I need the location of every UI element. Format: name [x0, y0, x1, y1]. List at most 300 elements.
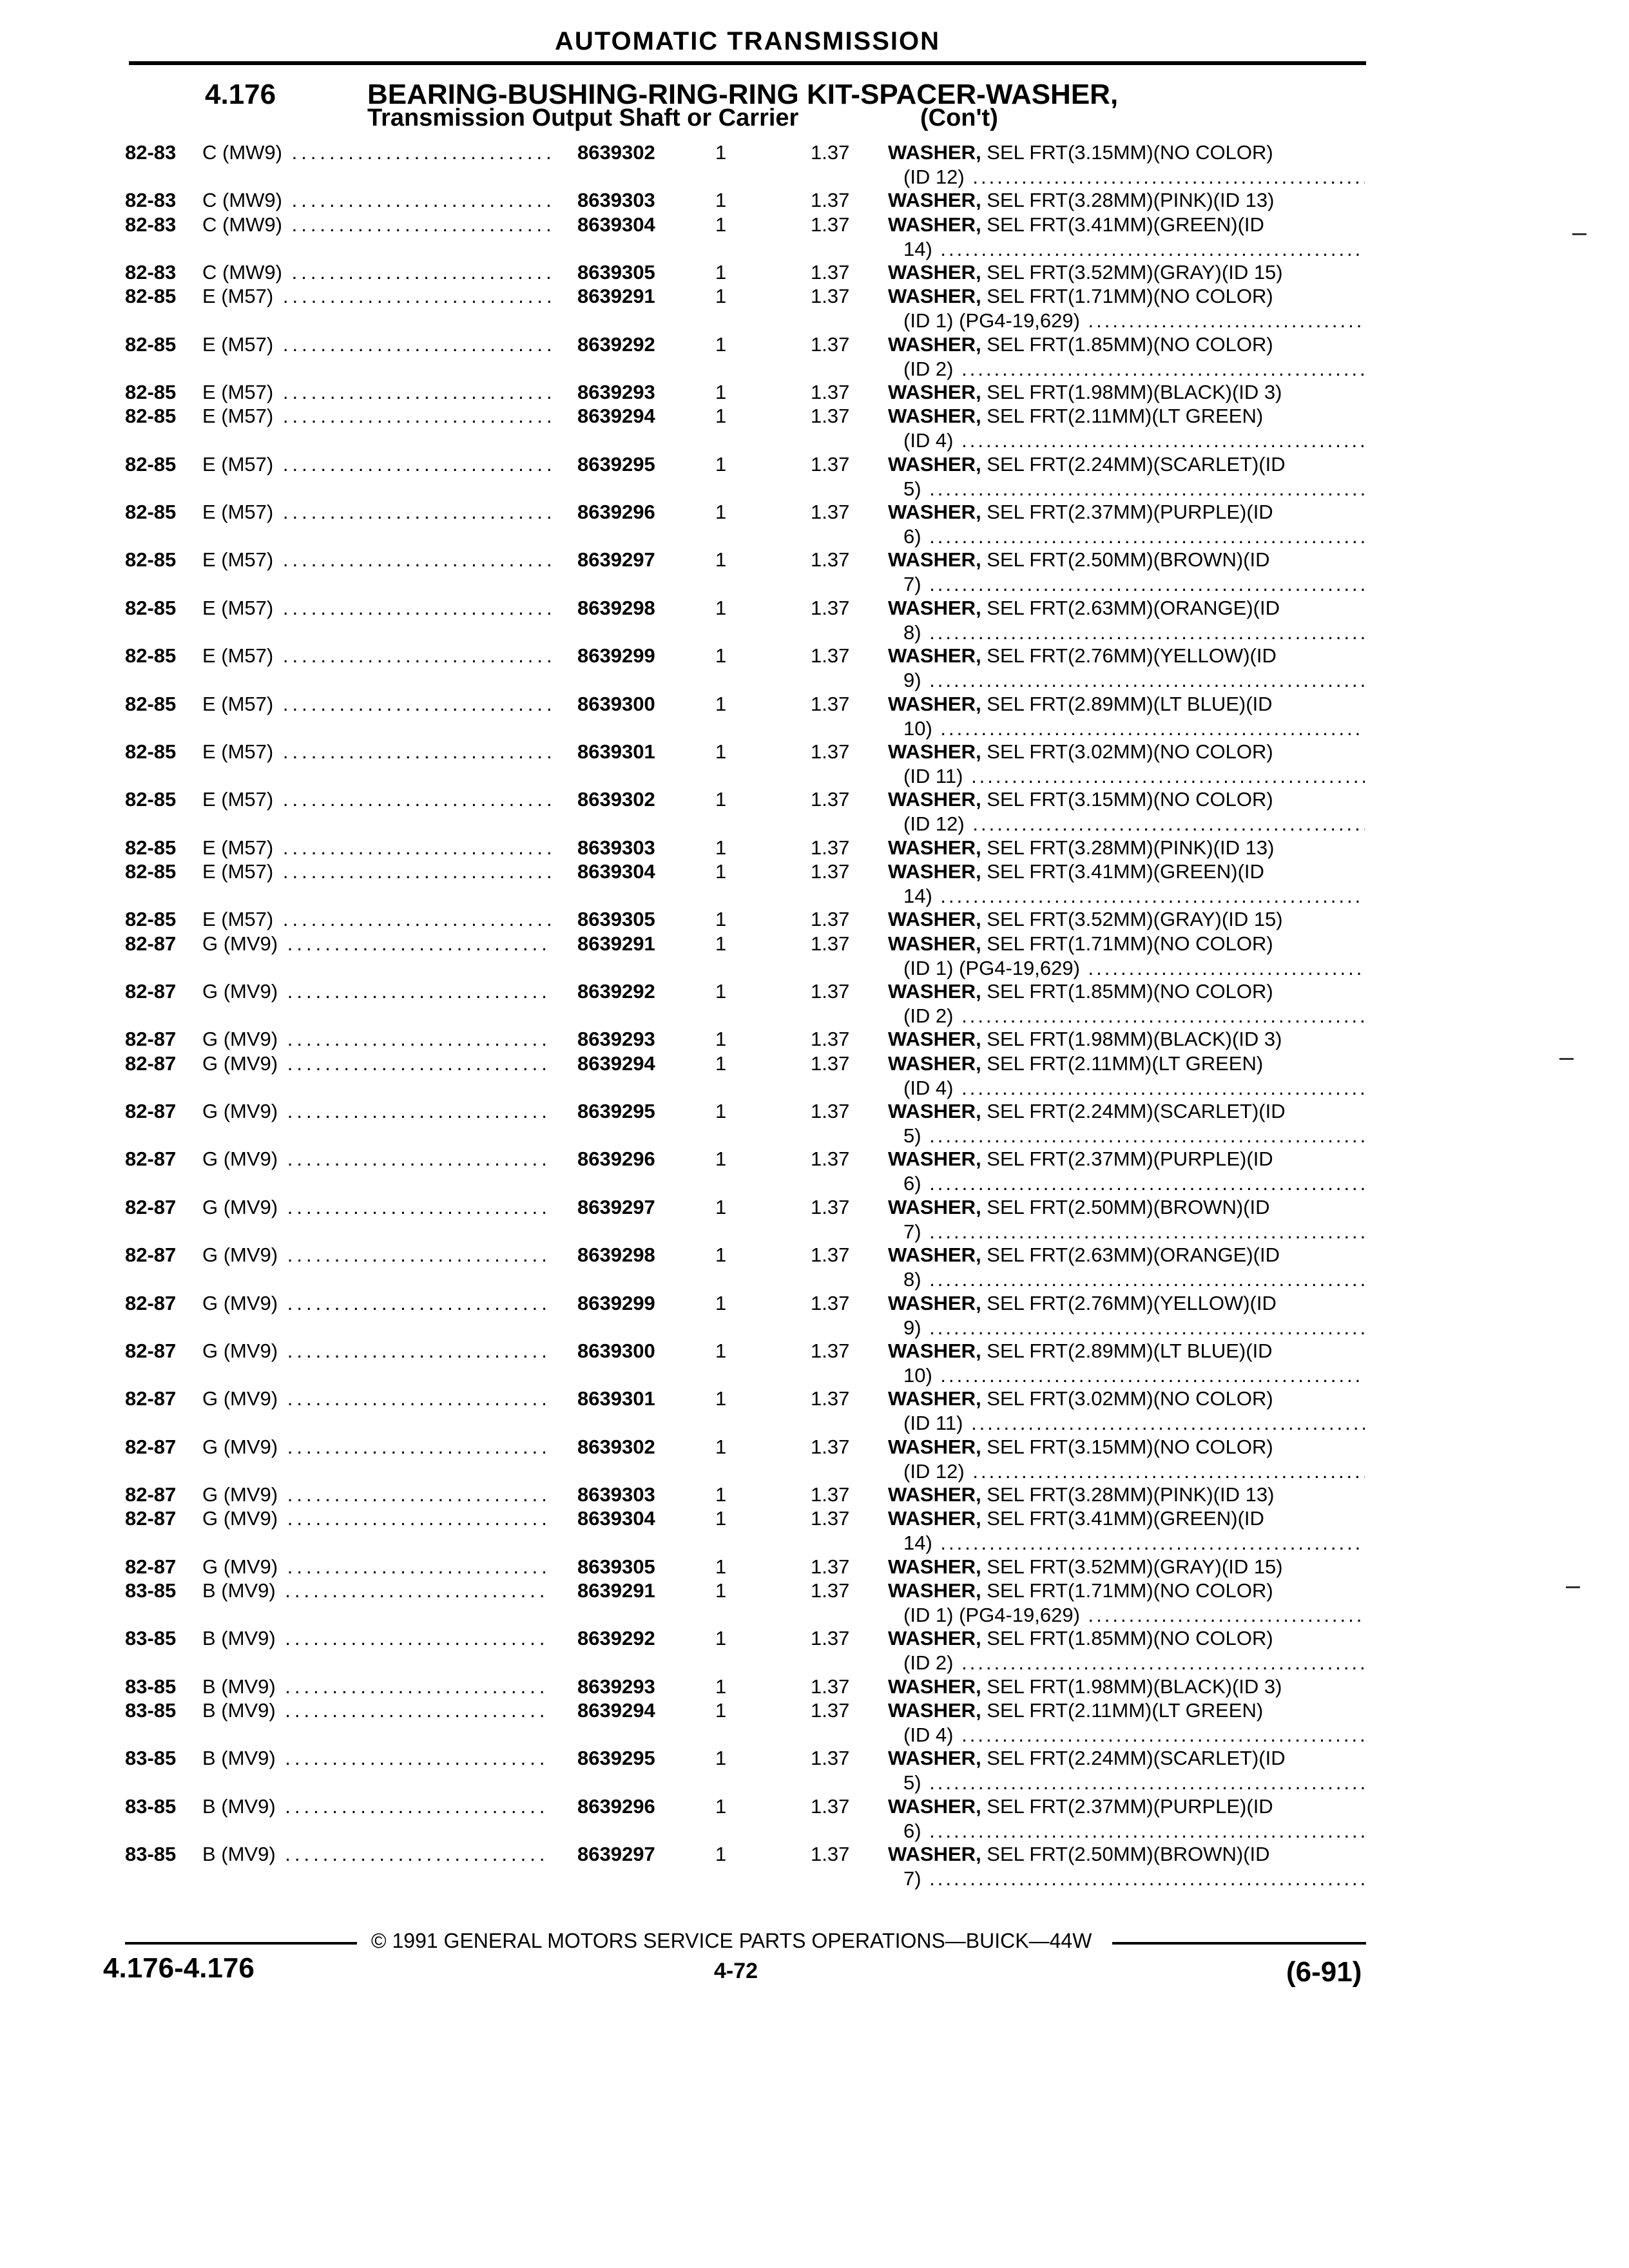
- body-model: [202, 932, 550, 956]
- quantity: 1: [715, 333, 727, 356]
- price: 1.37: [811, 836, 850, 859]
- description-noun: WASHER,: [888, 261, 981, 284]
- part-number: 8639294: [577, 1052, 655, 1075]
- model-code: G (MV9): [202, 1555, 278, 1578]
- leader-dots: [273, 405, 550, 427]
- price: 1.37: [811, 1843, 850, 1865]
- quantity: 1: [715, 1555, 727, 1578]
- model-year: 82-85: [125, 381, 177, 403]
- description-detail: SEL FRT(1.71MM)(NO COLOR): [981, 932, 1273, 955]
- leader-dots: [276, 1843, 550, 1865]
- quantity: 1: [715, 1747, 727, 1769]
- leader-dots: [273, 453, 550, 476]
- section-heading: BEARING-BUSHING-RING-RING KIT-SPACER-WASHER,: [367, 79, 1119, 110]
- description-detail: SEL FRT(1.85MM)(NO COLOR): [981, 333, 1273, 356]
- description: [888, 644, 1365, 693]
- leader-dots: [932, 717, 1365, 740]
- leader-dots: [963, 765, 1365, 787]
- price: 1.37: [811, 1507, 850, 1530]
- model-code: E (M57): [202, 644, 274, 667]
- price: 1.37: [811, 1340, 850, 1362]
- description: [888, 213, 1365, 262]
- description-detail: SEL FRT(3.02MM)(NO COLOR): [981, 1387, 1273, 1410]
- price: 1.37: [811, 1387, 850, 1410]
- part-number: 8639303: [577, 189, 655, 211]
- model-code: G (MV9): [202, 1100, 278, 1122]
- continued-label: (Con't): [920, 104, 998, 131]
- part-number: 8639293: [577, 1028, 655, 1050]
- part-number: 8639305: [577, 1555, 655, 1578]
- leader-dots: [921, 477, 1365, 500]
- model-year: 82-83: [125, 189, 177, 211]
- model-year: 82-87: [125, 1196, 177, 1218]
- body-model: [202, 1794, 550, 1819]
- description-noun: WASHER,: [888, 1699, 981, 1722]
- description-noun: WASHER,: [888, 1387, 981, 1410]
- quantity: 1: [715, 1579, 727, 1602]
- margin-tick: [1572, 233, 1586, 235]
- table-row: [0, 1579, 1629, 1626]
- price: 1.37: [811, 1747, 850, 1769]
- description-continuation: 7): [903, 573, 921, 595]
- quantity: 1: [715, 1843, 727, 1865]
- model-year: 82-83: [125, 213, 177, 236]
- description-continuation: 5): [903, 1771, 921, 1794]
- table-row: [0, 740, 1629, 787]
- part-number: 8639295: [577, 453, 655, 476]
- body-model: [202, 404, 550, 428]
- model-year: 82-87: [125, 1387, 177, 1410]
- model-code: G (MV9): [202, 1196, 278, 1218]
- leader-dots: [921, 1316, 1365, 1339]
- description-detail: SEL FRT(3.28MM)(PINK)(ID 13): [981, 836, 1275, 859]
- description-detail: SEL FRT(2.24MM)(SCARLET)(ID: [981, 453, 1286, 476]
- quantity: 1: [715, 189, 727, 211]
- model-code: G (MV9): [202, 1340, 278, 1362]
- description-continuation: 8): [903, 1268, 921, 1291]
- description: [888, 1027, 1365, 1052]
- quantity: 1: [715, 836, 727, 859]
- page-title: AUTOMATIC TRANSMISSION: [554, 27, 941, 55]
- table-row: [0, 1147, 1629, 1195]
- leader-dots: [921, 573, 1365, 595]
- quantity: 1: [715, 980, 727, 1003]
- table-row: [0, 548, 1629, 595]
- description: [888, 1387, 1365, 1436]
- quantity: 1: [715, 1436, 727, 1458]
- footer-copyright: © 1991 GENERAL MOTORS SERVICE PARTS OPERATIONS—BUICK—44W: [371, 1929, 1092, 1952]
- part-number: 8639298: [577, 597, 655, 619]
- description: [888, 1555, 1365, 1579]
- price: 1.37: [811, 1579, 850, 1602]
- leader-dots: [921, 1268, 1365, 1291]
- description-continuation: 5): [903, 477, 921, 500]
- description: [888, 1698, 1365, 1747]
- part-number: 8639303: [577, 1483, 655, 1506]
- quantity: 1: [715, 548, 727, 571]
- model-code: E (M57): [202, 333, 274, 356]
- quantity: 1: [715, 1675, 727, 1698]
- table-row: [0, 1195, 1629, 1243]
- description-detail: SEL FRT(3.52MM)(GRAY)(ID 15): [981, 908, 1283, 930]
- part-number: 8639294: [577, 405, 655, 427]
- model-code: E (M57): [202, 693, 274, 715]
- description-continuation: 5): [903, 1124, 921, 1147]
- price: 1.37: [811, 1627, 850, 1649]
- table-row: [0, 1052, 1629, 1099]
- leader-dots: [276, 1627, 550, 1649]
- model-code: B (MV9): [202, 1675, 276, 1698]
- description-continuation: (ID 1) (PG4-19,629): [903, 1604, 1080, 1626]
- body-model: [202, 596, 550, 620]
- description: [888, 1579, 1365, 1628]
- leader-dots: [1080, 957, 1365, 979]
- description-noun: WASHER,: [888, 381, 981, 403]
- model-year: 82-85: [125, 597, 177, 619]
- body-model: [202, 1052, 550, 1076]
- description-noun: WASHER,: [888, 644, 981, 667]
- description-detail: SEL FRT(2.63MM)(ORANGE)(ID: [981, 1244, 1280, 1266]
- leader-dots: [278, 1292, 550, 1314]
- table-row: [0, 284, 1629, 332]
- model-year: 82-85: [125, 693, 177, 715]
- model-code: B (MV9): [202, 1747, 276, 1769]
- model-year: 82-87: [125, 980, 177, 1003]
- part-number: 8639305: [577, 261, 655, 284]
- description-noun: WASHER,: [888, 980, 981, 1003]
- body-model: [202, 787, 550, 812]
- description-detail: SEL FRT(3.15MM)(NO COLOR): [981, 141, 1273, 164]
- leader-dots: [954, 1077, 1365, 1099]
- description-detail: SEL FRT(1.71MM)(NO COLOR): [981, 1579, 1273, 1602]
- body-model: [202, 1243, 550, 1267]
- part-number: 8639302: [577, 141, 655, 164]
- leader-dots: [273, 548, 550, 571]
- description: [888, 1746, 1365, 1795]
- leader-dots: [273, 860, 550, 883]
- description-noun: WASHER,: [888, 501, 981, 523]
- description: [888, 140, 1365, 189]
- body-model: [202, 1435, 550, 1459]
- description: [888, 692, 1365, 741]
- leader-dots: [1080, 1604, 1365, 1626]
- model-code: C (MW9): [202, 213, 282, 236]
- description-noun: WASHER,: [888, 1579, 981, 1602]
- part-number: 8639292: [577, 980, 655, 1003]
- model-year: 82-87: [125, 1483, 177, 1506]
- description: [888, 1291, 1365, 1340]
- description-noun: WASHER,: [888, 1747, 981, 1769]
- leader-dots: [278, 1387, 550, 1410]
- body-model: [202, 140, 550, 165]
- description-detail: SEL FRT(3.28MM)(PINK)(ID 13): [981, 189, 1275, 211]
- leader-dots: [278, 1148, 550, 1170]
- price: 1.37: [811, 1292, 850, 1314]
- description: [888, 1842, 1365, 1891]
- description-noun: WASHER,: [888, 1148, 981, 1170]
- description-detail: SEL FRT(2.37MM)(PURPLE)(ID: [981, 501, 1273, 523]
- part-number: 8639297: [577, 1196, 655, 1218]
- table-row: [0, 1506, 1629, 1554]
- body-model: [202, 1339, 550, 1363]
- price: 1.37: [811, 980, 850, 1003]
- quantity: 1: [715, 693, 727, 715]
- quantity: 1: [715, 1340, 727, 1362]
- description-detail: SEL FRT(2.76MM)(YELLOW)(ID: [981, 1292, 1277, 1314]
- quantity: 1: [715, 1627, 727, 1649]
- description-detail: SEL FRT(3.52MM)(GRAY)(ID 15): [981, 261, 1283, 284]
- price: 1.37: [811, 1244, 850, 1266]
- model-year: 82-85: [125, 836, 177, 859]
- model-year: 82-87: [125, 1555, 177, 1578]
- body-model: [202, 836, 550, 860]
- leader-dots: [273, 644, 550, 667]
- model-code: G (MV9): [202, 1483, 278, 1506]
- model-year: 82-87: [125, 1340, 177, 1362]
- model-year: 82-85: [125, 453, 177, 476]
- quantity: 1: [715, 453, 727, 476]
- part-number: 8639304: [577, 1507, 655, 1530]
- body-model: [202, 1506, 550, 1531]
- model-code: C (MW9): [202, 141, 282, 164]
- description: [888, 188, 1365, 213]
- price: 1.37: [811, 548, 850, 571]
- description-continuation: 7): [903, 1220, 921, 1243]
- quantity: 1: [715, 1244, 727, 1266]
- description-continuation: 8): [903, 621, 921, 644]
- quantity: 1: [715, 788, 727, 811]
- leader-dots: [278, 1507, 550, 1530]
- leader-dots: [965, 166, 1365, 188]
- quantity: 1: [715, 597, 727, 619]
- description-noun: WASHER,: [888, 405, 981, 427]
- description-continuation: (ID 12): [903, 812, 965, 835]
- price: 1.37: [811, 501, 850, 523]
- table-row: [0, 1291, 1629, 1339]
- model-code: E (M57): [202, 501, 274, 523]
- model-year: 82-85: [125, 908, 177, 930]
- description: [888, 1147, 1365, 1196]
- description: [888, 1339, 1365, 1388]
- description: [888, 596, 1365, 645]
- leader-dots: [273, 908, 550, 930]
- table-row: [0, 213, 1629, 260]
- model-code: G (MV9): [202, 1028, 278, 1050]
- model-code: G (MV9): [202, 1436, 278, 1458]
- model-year: 82-85: [125, 405, 177, 427]
- description-continuation: 9): [903, 1316, 921, 1339]
- body-model: [202, 188, 550, 213]
- table-row: [0, 332, 1629, 380]
- part-number: 8639303: [577, 836, 655, 859]
- description-continuation: (ID 2): [903, 1004, 954, 1027]
- description-detail: SEL FRT(1.98MM)(BLACK)(ID 3): [981, 381, 1282, 403]
- model-code: B (MV9): [202, 1627, 276, 1649]
- leader-dots: [965, 1460, 1365, 1483]
- leader-dots: [278, 1100, 550, 1122]
- description: [888, 1052, 1365, 1100]
- description: [888, 1626, 1365, 1675]
- leader-dots: [273, 740, 550, 763]
- description-continuation: (ID 4): [903, 429, 954, 452]
- leader-dots: [276, 1699, 550, 1722]
- model-code: G (MV9): [202, 1244, 278, 1266]
- table-row: [0, 979, 1629, 1027]
- model-code: B (MV9): [202, 1579, 276, 1602]
- section-number: 4.176: [205, 79, 276, 110]
- table-row: [0, 644, 1629, 691]
- footer-section-range: 4.176-4.176: [103, 1952, 255, 1984]
- table-row: [0, 860, 1629, 907]
- leader-dots: [278, 932, 550, 955]
- description-detail: SEL FRT(2.11MM)(LT GREEN): [981, 405, 1264, 427]
- description-noun: WASHER,: [888, 1436, 981, 1458]
- table-row: [0, 1746, 1629, 1794]
- description: [888, 1195, 1365, 1244]
- description-detail: SEL FRT(2.89MM)(LT BLUE)(ID: [981, 693, 1273, 715]
- description-noun: WASHER,: [888, 1244, 981, 1266]
- body-model: [202, 380, 550, 405]
- description-continuation: (ID 2): [903, 1651, 954, 1674]
- price: 1.37: [811, 453, 850, 476]
- part-number: 8639300: [577, 693, 655, 715]
- quantity: 1: [715, 1292, 727, 1314]
- description-detail: SEL FRT(3.41MM)(GREEN)(ID: [981, 1507, 1264, 1530]
- description: [888, 404, 1365, 453]
- model-year: 83-85: [125, 1675, 177, 1698]
- leader-dots: [278, 1483, 550, 1506]
- section-subheading: Transmission Output Shaft or Carrier: [367, 104, 799, 131]
- description-continuation: 14): [903, 238, 932, 260]
- description-noun: WASHER,: [888, 141, 981, 164]
- description-noun: WASHER,: [888, 1507, 981, 1530]
- model-year: 83-85: [125, 1627, 177, 1649]
- description: [888, 907, 1365, 932]
- price: 1.37: [811, 740, 850, 763]
- leader-dots: [273, 333, 550, 356]
- model-code: G (MV9): [202, 1387, 278, 1410]
- table-row: [0, 932, 1629, 979]
- quantity: 1: [715, 908, 727, 930]
- leader-dots: [278, 1244, 550, 1266]
- table-row: [0, 1339, 1629, 1387]
- part-number: 8639302: [577, 788, 655, 811]
- description: [888, 284, 1365, 333]
- quantity: 1: [715, 1028, 727, 1050]
- description-continuation: (ID 12): [903, 1460, 965, 1483]
- model-year: 83-85: [125, 1795, 177, 1818]
- body-model: [202, 1698, 550, 1723]
- quantity: 1: [715, 141, 727, 164]
- description-continuation: 6): [903, 1172, 921, 1195]
- description-detail: SEL FRT(2.63MM)(ORANGE)(ID: [981, 597, 1280, 619]
- price: 1.37: [811, 1483, 850, 1506]
- description-detail: SEL FRT(3.02MM)(NO COLOR): [981, 740, 1273, 763]
- description: [888, 1675, 1365, 1699]
- model-code: E (M57): [202, 788, 274, 811]
- description: [888, 932, 1365, 981]
- price: 1.37: [811, 693, 850, 715]
- table-row: [0, 1435, 1629, 1483]
- leader-dots: [932, 238, 1365, 260]
- price: 1.37: [811, 261, 850, 284]
- description-noun: WASHER,: [888, 740, 981, 763]
- model-year: 82-87: [125, 1244, 177, 1266]
- model-year: 82-87: [125, 1052, 177, 1075]
- description-noun: WASHER,: [888, 836, 981, 859]
- body-model: [202, 1099, 550, 1124]
- part-number: 8639299: [577, 1292, 655, 1314]
- leader-dots: [932, 1364, 1365, 1387]
- leader-dots: [921, 1124, 1365, 1147]
- table-row: [0, 1626, 1629, 1674]
- description-noun: WASHER,: [888, 1483, 981, 1506]
- description-noun: WASHER,: [888, 1675, 981, 1698]
- leader-dots: [276, 1579, 550, 1602]
- description: [888, 1794, 1365, 1843]
- leader-dots: [932, 1532, 1365, 1554]
- leader-dots: [921, 1867, 1365, 1890]
- leader-dots: [954, 358, 1365, 380]
- price: 1.37: [811, 405, 850, 427]
- description-noun: WASHER,: [888, 1555, 981, 1578]
- price: 1.37: [811, 285, 850, 307]
- body-model: [202, 860, 550, 884]
- description-continuation: (ID 2): [903, 358, 954, 380]
- quantity: 1: [715, 213, 727, 236]
- model-year: 82-85: [125, 788, 177, 811]
- model-code: E (M57): [202, 860, 274, 883]
- description-noun: WASHER,: [888, 285, 981, 307]
- price: 1.37: [811, 1675, 850, 1698]
- body-model: [202, 213, 550, 237]
- model-year: 82-87: [125, 1148, 177, 1170]
- body-model: [202, 1555, 550, 1579]
- description-continuation: (ID 4): [903, 1077, 954, 1099]
- price: 1.37: [811, 1148, 850, 1170]
- part-number: 8639304: [577, 860, 655, 883]
- description-noun: WASHER,: [888, 548, 981, 571]
- part-number: 8639305: [577, 908, 655, 930]
- model-code: E (M57): [202, 548, 274, 571]
- leader-dots: [921, 1220, 1365, 1243]
- description-noun: WASHER,: [888, 1627, 981, 1649]
- description-detail: SEL FRT(1.71MM)(NO COLOR): [981, 285, 1273, 307]
- model-year: 82-83: [125, 141, 177, 164]
- quantity: 1: [715, 1148, 727, 1170]
- model-year: 82-85: [125, 644, 177, 667]
- body-model: [202, 452, 550, 477]
- description-continuation: 10): [903, 717, 932, 740]
- description: [888, 860, 1365, 908]
- description: [888, 548, 1365, 597]
- table-row: [0, 596, 1629, 644]
- description-noun: WASHER,: [888, 1292, 981, 1314]
- model-code: B (MV9): [202, 1795, 276, 1818]
- model-year: 82-85: [125, 548, 177, 571]
- model-code: E (M57): [202, 381, 274, 403]
- description: [888, 260, 1365, 285]
- part-number: 8639298: [577, 1244, 655, 1266]
- description-noun: WASHER,: [888, 693, 981, 715]
- leader-dots: [273, 788, 550, 811]
- description-detail: SEL FRT(3.41MM)(GREEN)(ID: [981, 213, 1264, 236]
- description: [888, 332, 1365, 381]
- quantity: 1: [715, 501, 727, 523]
- table-row: [0, 1387, 1629, 1434]
- part-number: 8639291: [577, 1579, 655, 1602]
- leader-dots: [921, 1820, 1365, 1842]
